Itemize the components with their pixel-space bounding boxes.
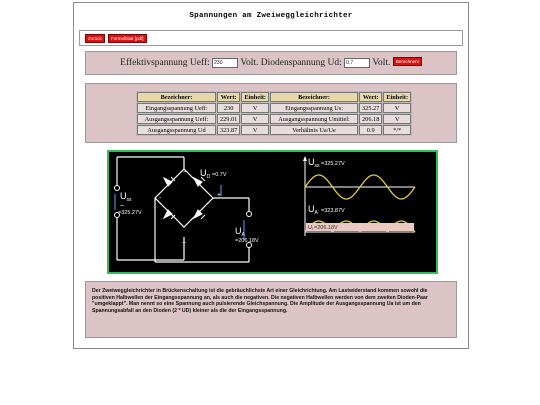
- ua-value: =206.18V: [235, 238, 259, 244]
- ud-label: Diodenspannung Ud:: [260, 58, 342, 68]
- header-cell: Einheit:: [383, 92, 411, 102]
- table-cell: 325.27: [359, 103, 382, 113]
- formula-sheet-button[interactable]: Formelblatt [pdf]: [108, 34, 147, 43]
- ueff-input[interactable]: 230: [212, 58, 238, 68]
- table-cell: V: [241, 103, 269, 113]
- table-cell: 229.01: [217, 114, 240, 124]
- table-cell: Eingangsspannung Us:: [270, 103, 358, 113]
- output-terminal-top: [247, 212, 252, 217]
- header-cell: Wert:: [217, 92, 240, 102]
- table-cell: V: [383, 103, 411, 113]
- table-cell: V: [241, 125, 269, 135]
- us-tilde: ~: [120, 203, 125, 210]
- table-cell: Ausgangsspannung Umittel:: [270, 114, 358, 124]
- graph-us-value: =325.27V: [321, 161, 345, 167]
- table-cell: */*: [383, 125, 411, 135]
- results-table: [136, 91, 412, 136]
- voltage-input-panel: [85, 51, 457, 75]
- graph-us-symbol: $U_{ss}$: [308, 157, 320, 169]
- table-cell: 230: [217, 103, 240, 113]
- main-frame: [73, 2, 469, 349]
- header-cell: Einheit:: [241, 92, 269, 102]
- ac-tilde-bottom: ~: [182, 240, 187, 247]
- graph-ua-symbol: $U_A$: [308, 204, 318, 216]
- ac-tilde-top: ~: [183, 169, 188, 176]
- header-cell: Wert:: [359, 92, 382, 102]
- volt-unit-1: Volt.: [240, 58, 259, 68]
- circuit-svg: [109, 152, 436, 272]
- graph-ua-value: =323.87V: [321, 208, 345, 214]
- table-cell: Ausgangsspannung Ud: [137, 125, 216, 135]
- table-cell: V: [383, 114, 411, 124]
- page-title: Spannungen am Zweiweggleichrichter: [189, 12, 353, 20]
- table-cell: Eingangsspannung Ueff:: [137, 103, 216, 113]
- table-row: [137, 103, 411, 113]
- table-cell: 206.18: [359, 114, 382, 124]
- graph-ui-label: Ui: [308, 225, 313, 231]
- us-symbol: $U_{ss}$: [120, 191, 132, 203]
- results-panel: [85, 83, 457, 143]
- voltage-input-row: [86, 57, 456, 68]
- header-cell: Bezeichner:: [270, 92, 358, 102]
- header-cell: Bezeichner:: [137, 92, 216, 102]
- plus-sign: +: [217, 192, 222, 199]
- description-panel: [85, 281, 457, 338]
- table-cell: 323.87: [217, 125, 240, 135]
- ud-value: =0.7V: [212, 172, 227, 178]
- ud-symbol: $U_D$: [200, 168, 211, 180]
- table-cell: Verhältnis Ua/Ue: [270, 125, 358, 135]
- diode-icons: [164, 177, 205, 219]
- ud-input[interactable]: 0.7: [344, 58, 370, 68]
- ueff-label: Effektivspannung Ueff:: [120, 58, 210, 68]
- ua-symbol: $U_A$: [235, 226, 245, 238]
- calculate-button[interactable]: Berechnen!: [393, 57, 422, 66]
- table-row: [137, 125, 411, 135]
- circuit-diagram-panel: [107, 150, 438, 274]
- back-button[interactable]: Zurück: [85, 34, 105, 43]
- minus-sign: -: [159, 195, 162, 202]
- table-row: [137, 114, 411, 124]
- table-cell: Ausgangsspannung Ueff:: [137, 114, 216, 124]
- table-cell: 0.9: [359, 125, 382, 135]
- graph-ui-value: =206.18V: [314, 225, 338, 231]
- volt-unit-2: Volt.: [372, 58, 391, 68]
- graph-arrow-icon: [303, 156, 307, 161]
- us-value: =325.27V: [118, 210, 142, 216]
- table-cell: V: [241, 114, 269, 124]
- table-header-row: [137, 92, 411, 102]
- input-terminal-top: [115, 186, 120, 191]
- description-text: Der Zweiweggleichrichter in Brückenschaltung ist die gebräuchlichste Art einer Gleichrichtung. Am Lastwiderstand kommen sowohl die positiven Halbwellen der Eingangsspannung an, als auch die negativen. Die negativen Halbwellen werden von dem zweiten Dioden-Paar "umgeklappt". Man nennt so eine Spannung auch pulsierende Gleichspannung. Die Amplitude der Ausgangsspannung Ua ist um den Spannungsabfall an den Dioden (2 * UD) kleiner als die der Eingangsspannung.: [92, 288, 428, 314]
- toolbar: [79, 30, 463, 46]
